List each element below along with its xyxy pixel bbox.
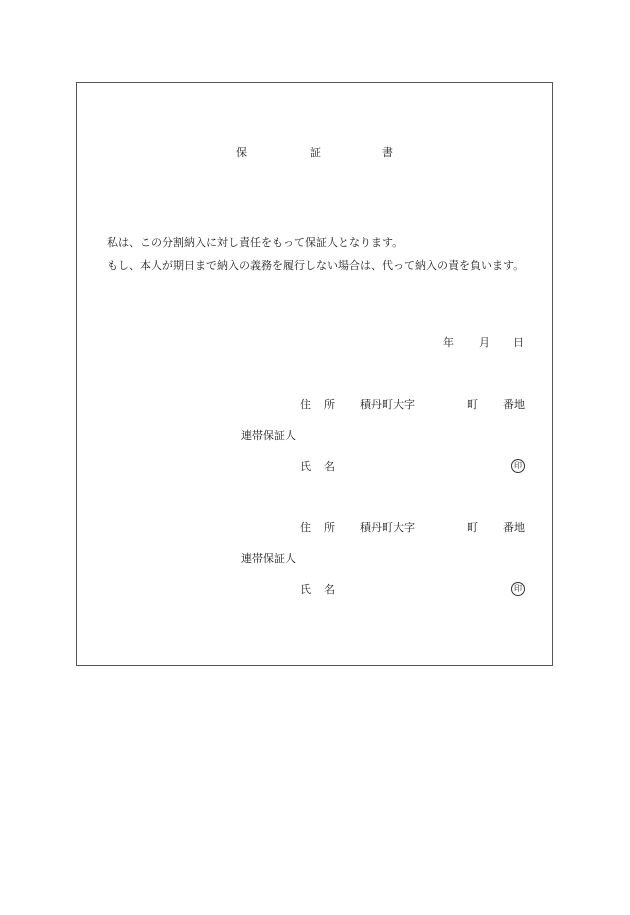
date-day: 日 [513, 336, 524, 349]
guarantor-2-address-value: 積丹町大字 [360, 521, 415, 534]
document-frame [76, 82, 553, 666]
guarantor-1-role: 連帯保証人 [241, 429, 296, 442]
guarantor-2-lot: 番地 [503, 521, 525, 534]
guarantor-1-seal-mark: 印 [511, 459, 525, 473]
guarantor-1-address-label-2: 所 [324, 398, 335, 411]
guarantor-2-address-label-1: 住 [300, 521, 311, 534]
guarantor-2-role: 連帯保証人 [241, 552, 296, 565]
guarantor-1-name-label-1: 氏 [300, 460, 311, 473]
date-month: 月 [479, 336, 490, 349]
body-line-2: もし、本人が期日まで納入の義務を履行しない場合は、代って納入の責を負います。 [107, 259, 525, 272]
guarantor-2-town: 町 [467, 521, 478, 534]
guarantor-1-name-label-2: 名 [324, 460, 335, 473]
title-char-1: 保 [236, 146, 247, 159]
guarantor-2-name-label-2: 名 [324, 583, 335, 596]
guarantor-1-town: 町 [467, 398, 478, 411]
date-year: 年 [443, 336, 454, 349]
title-char-2: 証 [310, 146, 321, 159]
guarantor-1-address-value: 積丹町大字 [360, 398, 415, 411]
guarantor-2-name-label-1: 氏 [300, 583, 311, 596]
guarantor-2-seal-mark: 印 [511, 582, 525, 596]
guarantor-1-lot: 番地 [503, 398, 525, 411]
guarantor-2-address-label-2: 所 [324, 521, 335, 534]
body-line-1: 私は、この分割納入に対し責任をもって保証人となります。 [107, 236, 404, 249]
guarantor-1-address-label-1: 住 [300, 398, 311, 411]
title-char-3: 書 [382, 146, 393, 159]
